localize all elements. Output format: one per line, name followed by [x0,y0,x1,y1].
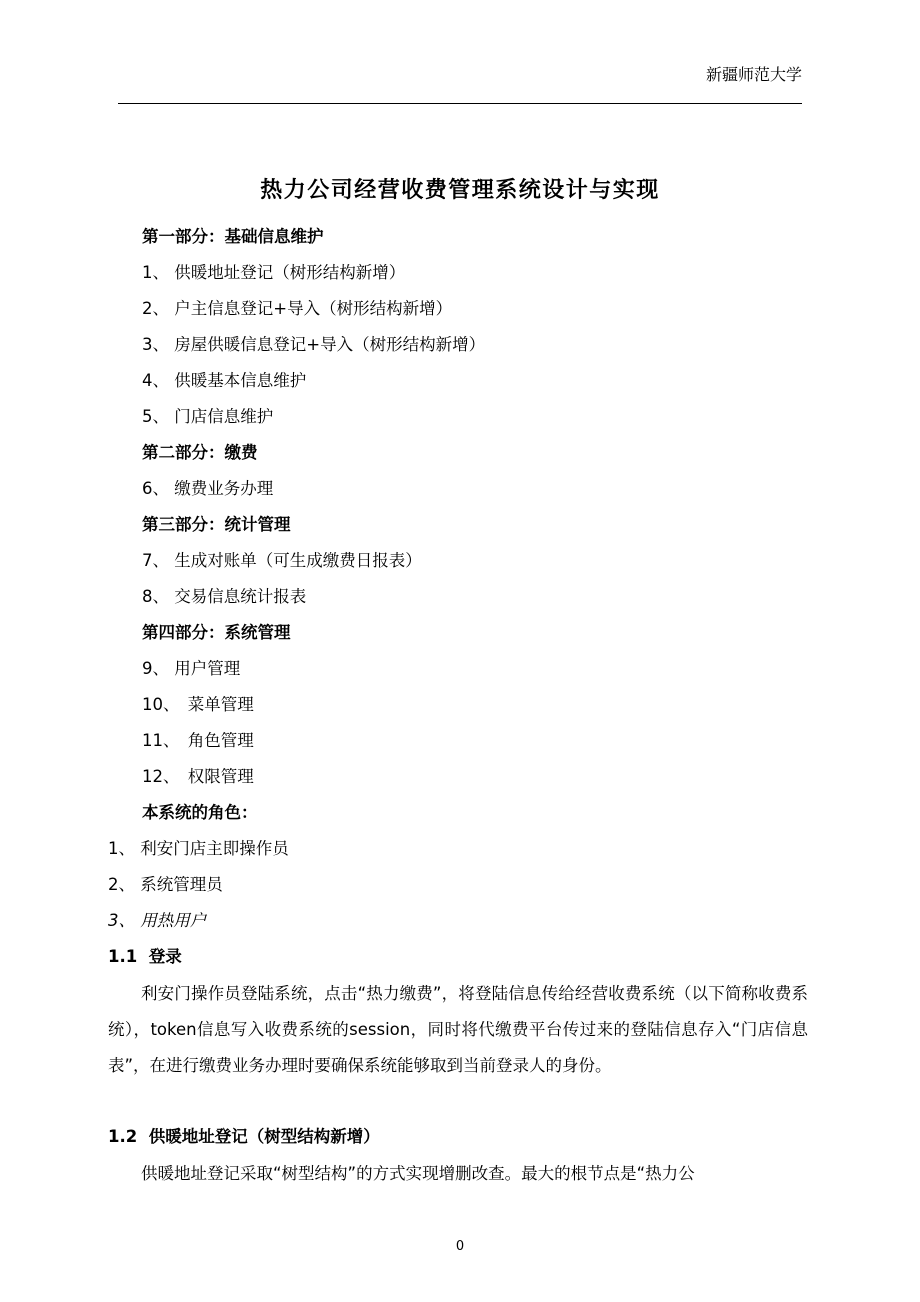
outline-item: 9、 用户管理 [142,659,241,678]
outline-item: 8、 交易信息统计报表 [142,587,307,606]
outline-item: 11、 角色管理 [142,731,254,750]
header-school-name: 新疆师范大学 [705,65,802,84]
part4-heading: 第四部分：系统管理 [142,623,291,642]
outline-item: 3、 房屋供暖信息登记+导入（树形结构新增） [142,335,486,354]
role-item: 1、 利安门店主即操作员 [108,839,289,858]
section-heading [108,1125,380,1149]
section-title: 登录 [148,947,182,966]
outline-item: 12、 权限管理 [142,767,254,786]
section-body: 利安门操作员登陆系统，点击“热力缴费”，将登陆信息传给经营收费系统（以下简称收费系统），token信息写入收费系统的session，同时将代缴费平台传过来的登陆信息存入“门店信息表”，在进行缴费业务办理时要确保系统能够取到当前登录人的身份。 [108,984,808,1075]
part1-heading: 第一部分：基础信息维护 [142,227,324,246]
outline-item: 7、 生成对账单（可生成缴费日报表） [142,551,422,570]
header-divider [118,103,802,104]
section-body: 供暖地址登记采取“树型结构”的方式实现增删改查。最大的根节点是“热力公 [141,1164,695,1183]
outline-item: 2、 户主信息登记+导入（树形结构新增） [142,299,453,318]
outline-item: 6、 缴费业务办理 [142,479,274,498]
section-heading [108,945,182,969]
outline-item: 4、 供暖基本信息维护 [142,371,307,390]
document-title: 热力公司经营收费管理系统设计与实现 [260,178,660,203]
roles-heading: 本系统的角色： [142,803,258,822]
part2-heading: 第二部分：缴费 [142,443,258,462]
outline-item: 5、 门店信息维护 [142,407,274,426]
part3-heading: 第三部分：统计管理 [142,515,291,534]
role-item: 2、 系统管理员 [108,875,223,894]
outline-item: 1、 供暖地址登记（树形结构新增） [142,263,406,282]
section-title: 供暖地址登记（树型结构新增） [148,1127,380,1146]
section-number: 1.2 [108,1127,138,1146]
section-number: 1.1 [108,947,138,966]
outline-item: 10、 菜单管理 [142,695,254,714]
page-number: 0 [455,1239,465,1254]
role-item: 3、 用热用户 [108,911,207,930]
